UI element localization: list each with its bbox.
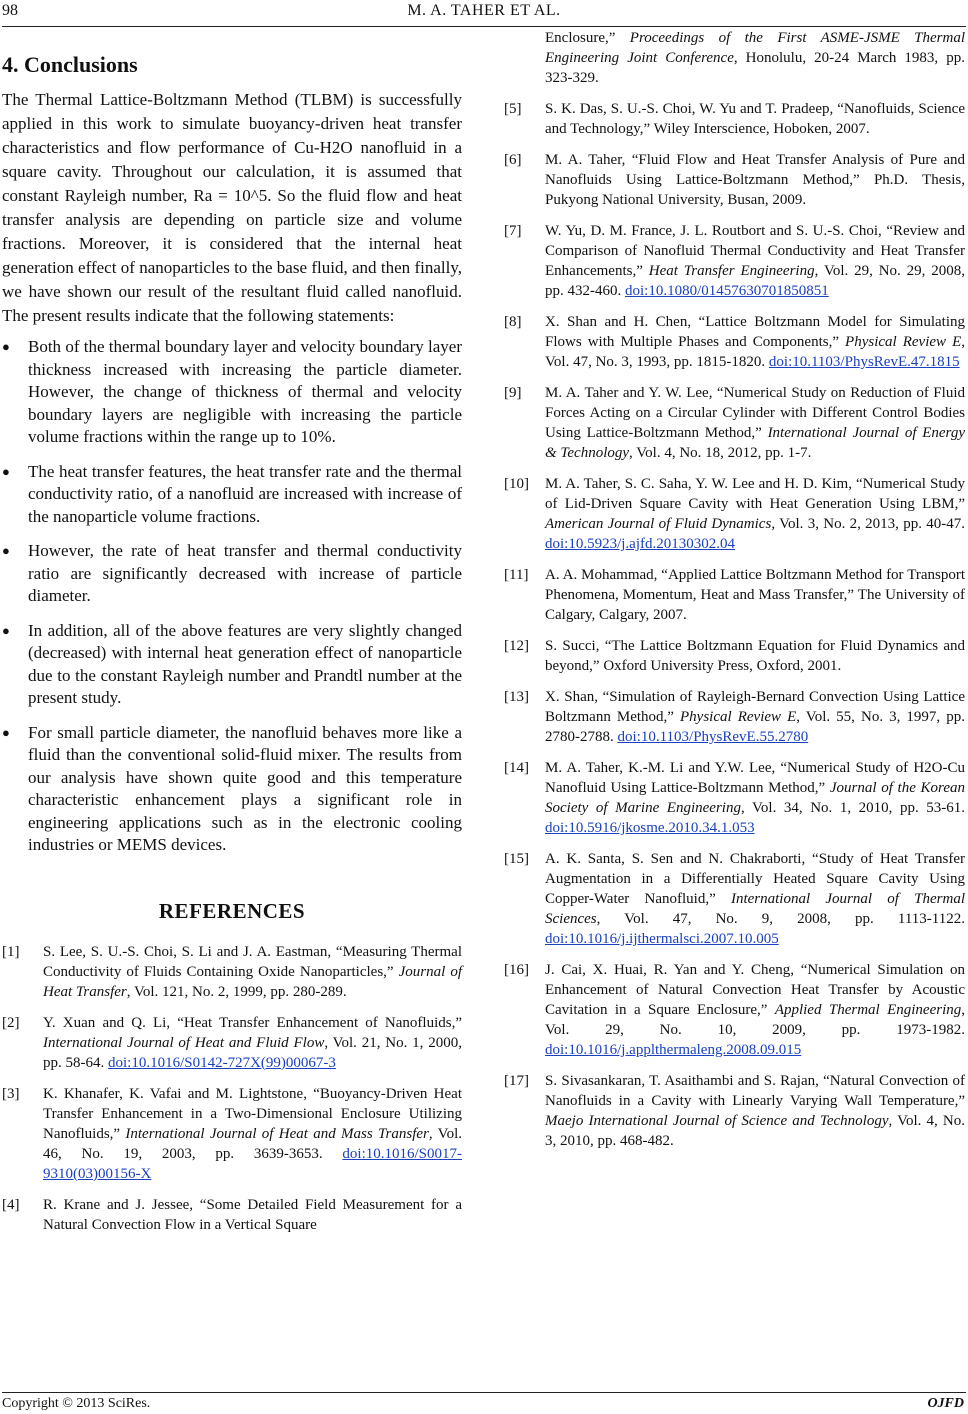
reference-text: M. A. Taher, “Fluid Flow and Heat Transfer Analysis of Pure and Nanofluids Using Lattice-Boltzmann Method,” Ph.D. Thesis, Pukyong National University, Busan, 2009. (545, 152, 965, 208)
reference-number: [16] (504, 962, 529, 978)
reference-item (2, 1084, 462, 1184)
reference-item (2, 1013, 462, 1073)
reference-number: [5] (504, 101, 522, 117)
reference-number: [6] (504, 152, 522, 168)
reference-item (504, 99, 965, 139)
reference-venue: International Journal of Thermal Sciences (545, 891, 966, 927)
references-list-left (2, 942, 462, 1235)
bullet-text: For small particle diameter, the nanofluid behaves more like a fluid than the conventional solid-fluid mixer. The results from our analysis have shown quite good and this temperature characteristic enhancement plays a significant role in engineering applications such as in the electronic cooling industries or MEMS devices. (28, 722, 462, 854)
bullet-dot-icon: ● (2, 543, 10, 558)
reference-item (2, 1195, 462, 1235)
reference-text: S. Sivasankaran, T. Asaithambi and S. Rajan, “Natural Convection of Nanofluids in a Cavity with Linearly Varying Wall Temperature,” Maejo International Journal of Science and Technology, Vol. 4, No. 3, 2010, pp. 468-482. (545, 1073, 965, 1149)
references-list-right (504, 99, 965, 1151)
reference-text: A. A. Mohammad, “Applied Lattice Boltzmann Method for Transport Phenomena, Momentum, Heat and Mass Transfer,” The University of Calgary, Calgary, 2007. (545, 567, 965, 623)
reference-venue: Journal of Heat Transfer (43, 963, 462, 1000)
reference-venue: Maejo International Journal of Science and Technology (545, 1113, 889, 1129)
reference-number: [13] (504, 689, 529, 705)
conclusion-bullet (2, 540, 462, 608)
reference-number: [8] (504, 314, 522, 330)
reference-text: A. K. Santa, S. Sen and N. Chakraborti, “Study of Heat Transfer Augmentation in a Differentially Heated Square Cavity Using Copper-Water Nanofluid,” International Journal of Thermal Sciences, Vol. 47, No. 9, 2008, pp. 1113-1122. doi:10.1016/j.ijthermalsci.2007.10.005 (545, 851, 966, 947)
reference-number: [14] (504, 760, 529, 776)
reference-item (504, 383, 965, 463)
reference-number: [7] (504, 223, 522, 239)
reference-text: S. Succi, “The Lattice Boltzmann Equation for Fluid Dynamics and beyond,” Oxford University Press, Oxford, 2001. (545, 638, 965, 674)
running-head-authors: M. A. TAHER ET AL. (407, 2, 561, 19)
bullet-dot-icon: ● (2, 463, 10, 479)
footer-copyright: Copyright © 2013 SciRes. (2, 1396, 151, 1411)
reference-text: Y. Xuan and Q. Li, “Heat Transfer Enhancement of Nanofluids,” International Journal of Heat and Fluid Flow, Vol. 21, No. 1, 2000, pp. 58-64. doi:10.1016/S0142-727X(99)00067-3 (43, 1014, 462, 1071)
reference-number: [15] (504, 851, 529, 867)
conclusions-intro: The Thermal Lattice-Boltzmann Method (TLBM) is successfully applied in this work to simulate buoyancy-driven heat transfer characteristics and flow performance of Cu-H2O nanofluid in a square cavity. Throughout our calculation, it is assumed that constant Rayleigh number, Ra = 10^5. So the fluid flow and heat transfer analysis are depending on particle size and volume fractions. Moreover, it is considered that the internal heat generation effect of nanoparticles to the base fluid, and then finally, we have shown our result of the resultant fluid called nanofluid. The present results indicate that the following statements: (2, 90, 462, 325)
reference-doi-link[interactable]: doi:10.1103/PhysRevE.47.1815 (768, 354, 960, 370)
reference-number: [2] (2, 1014, 20, 1031)
reference-text: S. K. Das, S. U.-S. Choi, W. Yu and T. Pradeep, “Nanofluids, Science and Technology,” Wiley Interscience, Hoboken, 2007. (545, 101, 965, 137)
reference-venue: Proceedings of the First ASME-JSME Thermal Engineering Joint Conference (545, 30, 965, 66)
reference-item (504, 474, 965, 554)
reference-venue: Physical Review E (680, 709, 797, 725)
reference-doi-link[interactable]: doi:10.1016/j.applthermaleng.2008.09.015 (545, 1042, 802, 1058)
reference-text: K. Khanafer, K. Vafai and M. Lightstone, “Buoyancy-Driven Heat Transfer Enhancement in a Two-Dimensional Enclosure Utilizing Nanofluids,” International Journal of Heat and Mass Transfer, Vol. 46, No. 19, 2003, pp. 3639-3653. doi:10.1016/S0017-9310(03)00156-X (43, 1085, 462, 1182)
reference-doi-link[interactable]: doi:10.5923/j.ajfd.20130302.04 (545, 536, 735, 552)
conclusion-bullet (2, 722, 462, 857)
conclusion-bullet (2, 336, 462, 449)
footer-journal-abbrev: OJFD (927, 1396, 964, 1411)
references-heading: REFERENCES (158, 898, 306, 923)
reference-4-continuation: Enclosure,” Proceedings of the First ASME-JSME Thermal Engineering Joint Conference, Honolulu, 20-24 March 1983, pp. 323-329. (545, 30, 965, 86)
reference-item (504, 687, 965, 747)
bullet-text: In addition, all of the above features are very slightly changed (decreased) with internal heat generation effect of nanoparticle due to the constant Rayleigh number and Prandtl number at the present study. (28, 620, 462, 707)
conclusion-bullet (2, 461, 462, 529)
reference-venue: International Journal of Heat and Fluid Flow (43, 1034, 325, 1051)
bullet-text: However, the rate of heat transfer and thermal conductivity ratio are significantly decreased with increase of particle diameter. (28, 541, 462, 605)
reference-item (504, 758, 965, 838)
bullet-text: The heat transfer features, the heat transfer rate and the thermal conductivity ratio, of a nanofluid are increased with increase of the nanoparticle volume fractions. (28, 461, 462, 526)
reference-item (504, 150, 965, 210)
header-rule (2, 26, 966, 27)
reference-venue: International Journal of Heat and Mass Transfer (125, 1125, 429, 1142)
reference-venue: International Journal of Energy & Technology (545, 425, 965, 461)
left-column (2, 52, 462, 1246)
reference-doi-link[interactable]: doi:10.1016/S0017-9310(03)00156-X (43, 1145, 462, 1182)
reference-text: S. Lee, S. U.-S. Choi, S. Li and J. A. Eastman, “Measuring Thermal Conductivity of Fluids Containing Oxide Nanoparticles,” Journal of Heat Transfer, Vol. 121, No. 2, 1999, pp. 280-289. (43, 943, 462, 1000)
reference-item (504, 312, 965, 372)
reference-text: X. Shan, “Simulation of Rayleigh-Bernard Convection Using Lattice Boltzmann Method,” Physical Review E, Vol. 55, No. 3, 1997, pp. 2780-2788. doi:10.1103/PhysRevE.55.2780 (545, 689, 965, 745)
reference-venue: Applied Thermal Engineering (774, 1002, 962, 1018)
reference-doi-link[interactable]: doi:10.5916/jkosme.2010.34.1.053 (545, 820, 755, 836)
right-column (504, 28, 965, 1162)
reference-number: [17] (504, 1073, 529, 1089)
reference-number: [11] (504, 567, 529, 583)
reference-item (504, 636, 965, 676)
reference-item (504, 960, 965, 1060)
reference-venue: Journal of the Korean Society of Marine Engineering (545, 780, 965, 816)
reference-text: J. Cai, X. Huai, R. Yan and Y. Cheng, “Numerical Simulation on Enhancement of Natural Convection Heat Transfer by Acoustic Cavitation in a Square Enclosure,” Applied Thermal Engineering, Vol. 29, No. 10, 2009, pp. 1973-1982. doi:10.1016/j.applthermaleng.2008.09.015 (545, 962, 965, 1058)
bullet-dot-icon: ● (2, 339, 10, 354)
reference-text: R. Krane and J. Jessee, “Some Detailed Field Measurement for a Natural Convection Flow in a Vertical Square (43, 1196, 462, 1233)
reference-number: [4] (2, 1196, 20, 1213)
reference-number: [1] (2, 943, 20, 960)
reference-number: [12] (504, 638, 529, 654)
section-title-conclusions: 4. Conclusions (2, 52, 138, 77)
reference-text: W. Yu, D. M. France, J. L. Routbort and S. U.-S. Choi, “Review and Comparison of Nanofluid Thermal Conductivity and Heat Transfer Enhancements,” Heat Transfer Engineering, Vol. 29, No. 29, 2008, pp. 432-460. doi:10.1080/01457630701850851 (545, 223, 965, 299)
conclusion-bullet (2, 620, 462, 710)
reference-doi-link[interactable]: doi:10.1103/PhysRevE.55.2780 (617, 729, 809, 745)
reference-number: [3] (2, 1085, 20, 1102)
reference-item (2, 942, 462, 1002)
reference-doi-link[interactable]: doi:10.1016/S0142-727X(99)00067-3 (108, 1054, 336, 1071)
footer-rule (2, 1392, 966, 1393)
reference-number: [10] (504, 476, 529, 492)
conclusions-bullets (2, 336, 462, 857)
reference-item (504, 565, 965, 625)
reference-item (504, 221, 965, 301)
reference-doi-link[interactable]: doi:10.1080/01457630701850851 (625, 283, 829, 299)
reference-item (504, 849, 965, 949)
reference-venue: Physical Review E (845, 334, 962, 350)
reference-venue: Heat Transfer Engineering (648, 263, 815, 279)
reference-item (504, 1071, 965, 1151)
reference-text: M. A. Taher, K.-M. Li and Y.W. Lee, “Numerical Study of H2O-Cu Nanofluid Using Lattice-Boltzmann Method,” Journal of the Korean Society of Marine Engineering, Vol. 34, No. 1, 2010, pp. 53-61. doi:10.5916/jkosme.2010.34.1.053 (545, 760, 965, 836)
reference-text: X. Shan and H. Chen, “Lattice Boltzmann Model for Simulating Flows with Multiple Phases and Components,” Physical Review E, Vol. 47, No. 3, 1993, pp. 1815-1820. doi:10.1103/PhysRevE.47.1815 (545, 314, 965, 370)
bullet-text: Both of the thermal boundary layer and velocity boundary layer thickness increased with increasing the particle diameter. However, the change of thickness of thermal and velocity boundary layers are negligible with increasing the particle volume fractions within the range up to 10%. (28, 337, 462, 446)
reference-text: M. A. Taher and Y. W. Lee, “Numerical Study on Reduction of Fluid Forces Acting on a Circular Cylinder with Different Control Bodies Using Lattice-Boltzmann Method,” International Journal of Energy & Technology, Vol. 4, No. 18, 2012, pp. 1-7. (545, 385, 965, 461)
reference-text: M. A. Taher, S. C. Saha, Y. W. Lee and H. D. Kim, “Numerical Study of Lid-Driven Square Cavity with Heat Generation Using LBM,” American Journal of Fluid Dynamics, Vol. 3, No. 2, 2013, pp. 40-47. doi:10.5923/j.ajfd.20130302.04 (545, 476, 965, 552)
page-number: 98 (2, 2, 18, 19)
bullet-dot-icon: ● (2, 724, 10, 740)
reference-number: [9] (504, 385, 522, 401)
reference-venue: American Journal of Fluid Dynamics (545, 516, 772, 532)
bullet-dot-icon: ● (2, 622, 10, 638)
reference-doi-link[interactable]: doi:10.1016/j.ijthermalsci.2007.10.005 (545, 931, 779, 947)
